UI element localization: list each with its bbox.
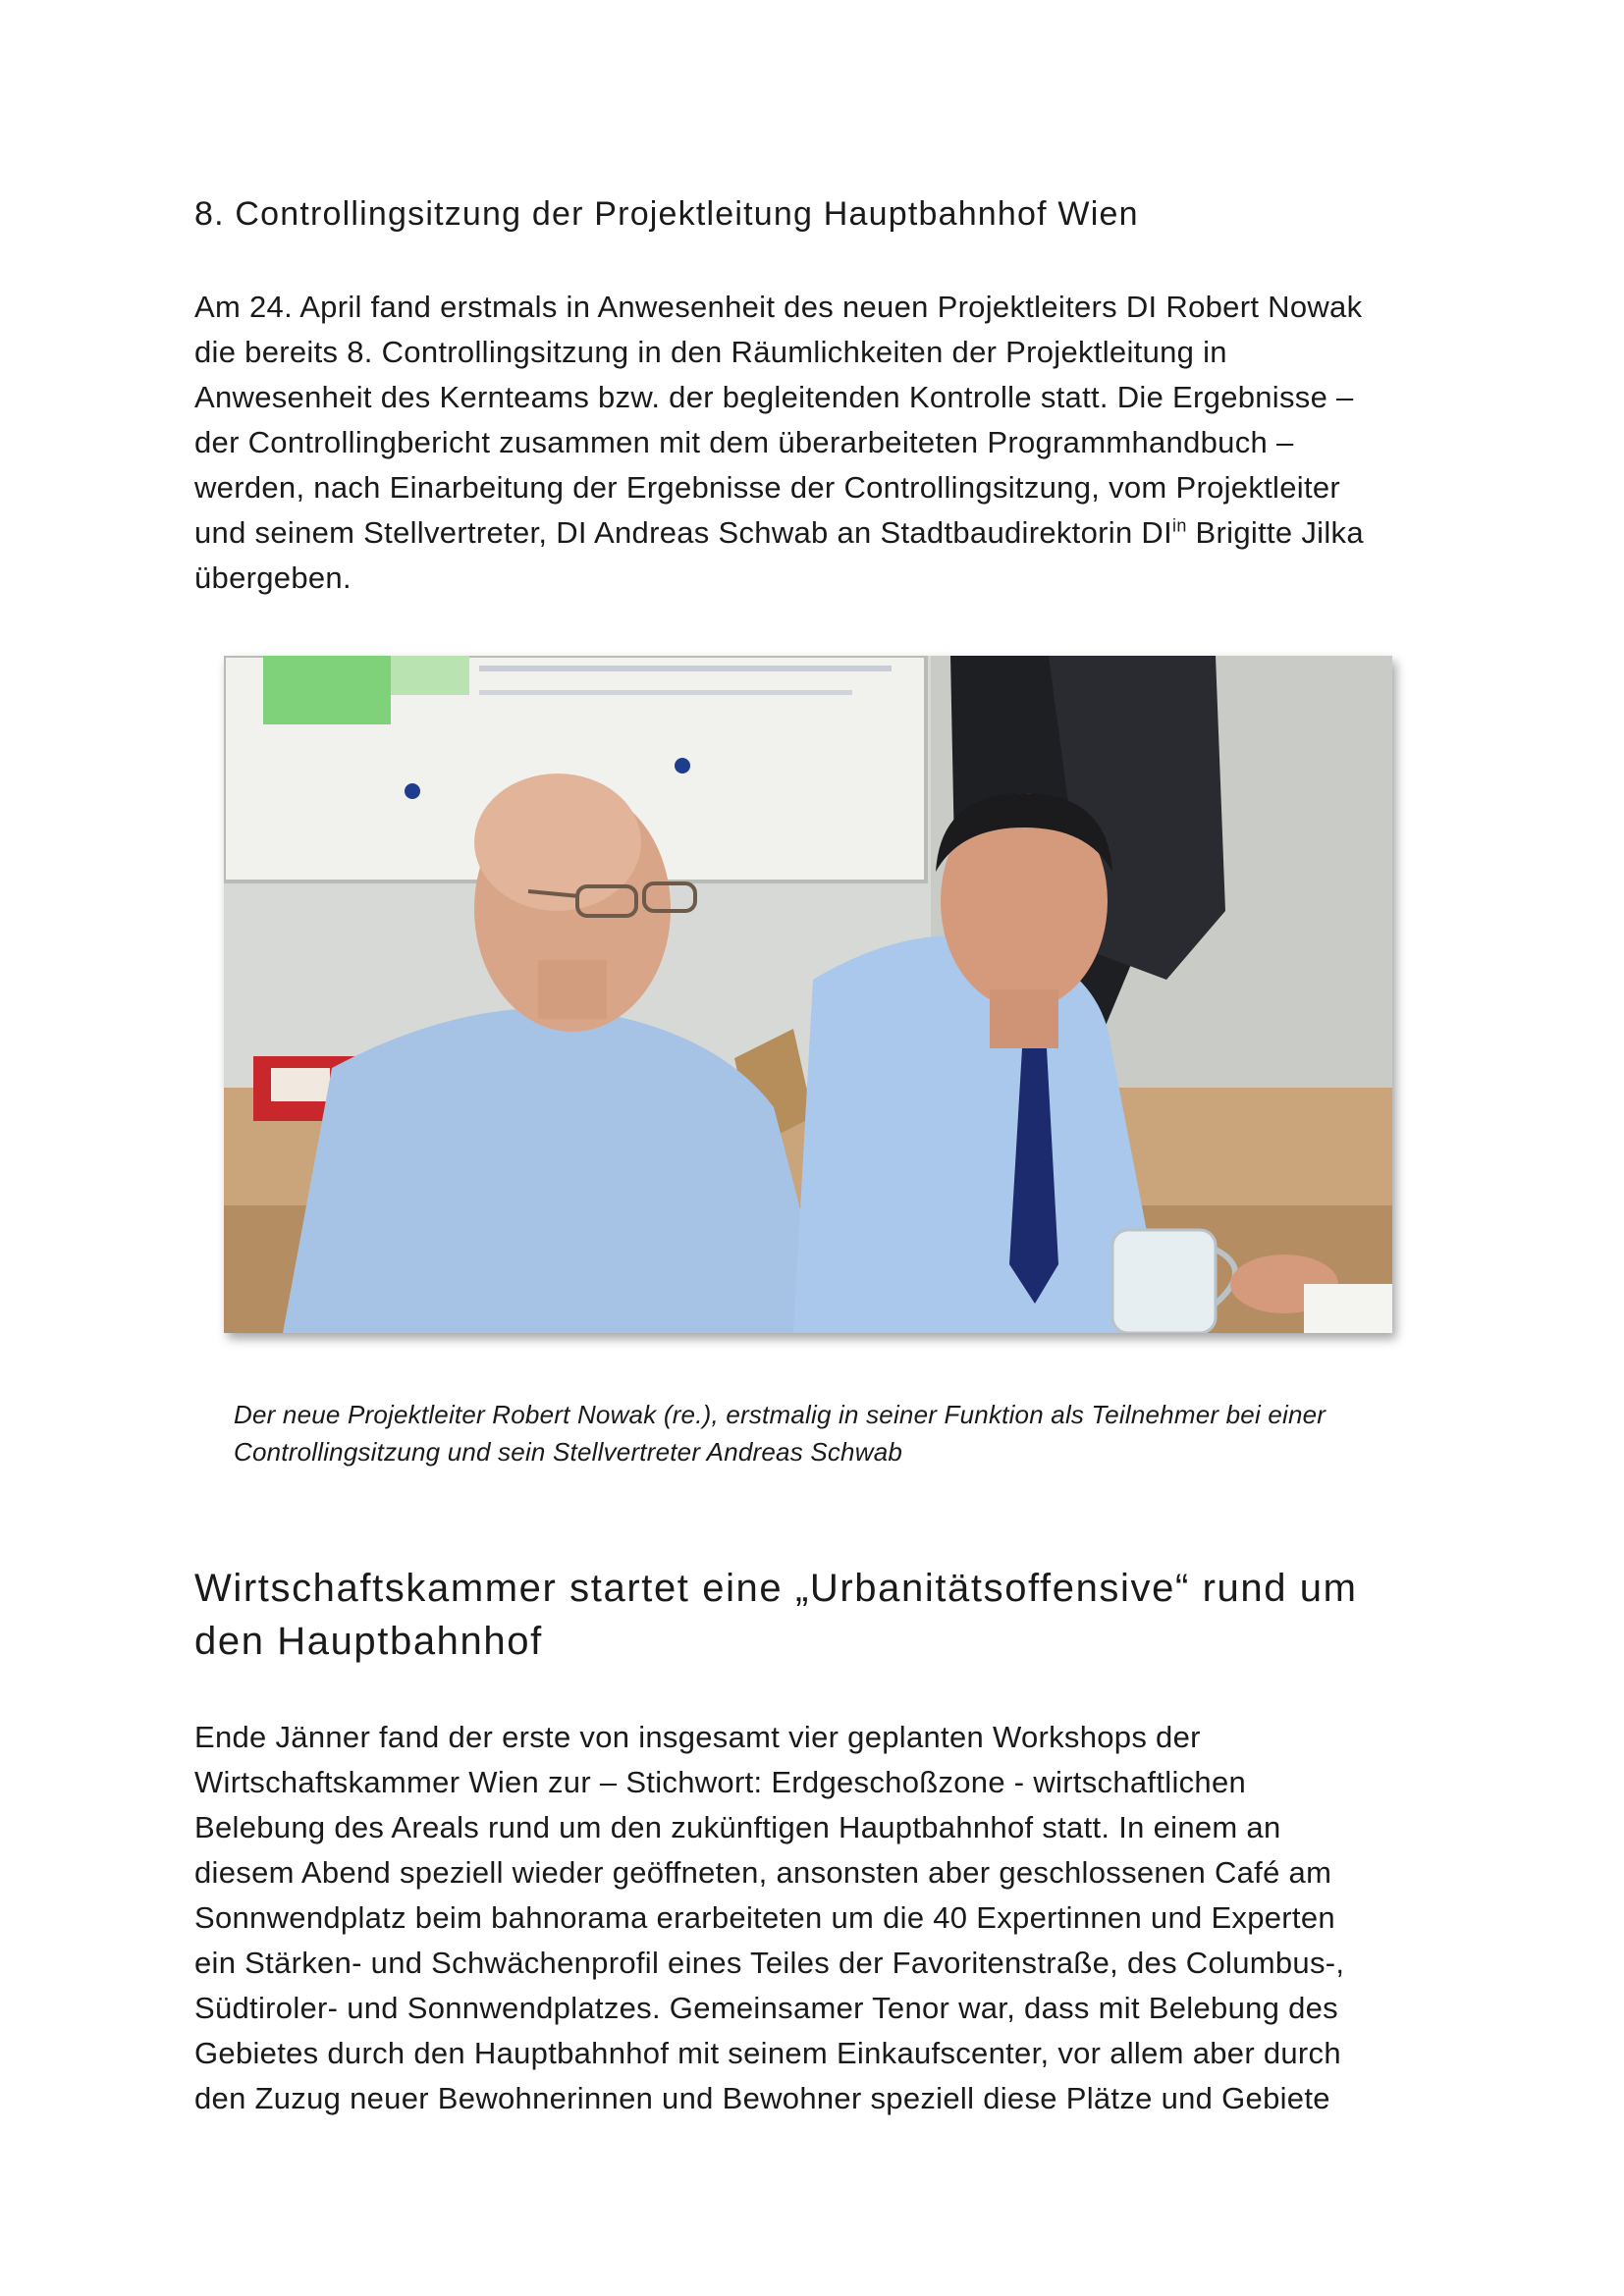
paragraph-line: der Controllingbericht zusammen mit dem überarbeiteten Programmhandbuch –: [194, 425, 1294, 459]
caption-line: Controllingsitzung und sein Stellvertreter Andreas Schwab: [234, 1437, 903, 1467]
paragraph-line: übergeben.: [194, 561, 352, 595]
paragraph-line: Gebietes durch den Hauptbahnhof mit seinem Einkaufscenter, vor allem aber durch: [194, 2036, 1341, 2070]
caption-line: Der neue Projektleiter Robert Nowak (re.), erstmalig in seiner Funktion als Teilnehmer bei einer: [234, 1400, 1326, 1429]
paragraph-line-part: Brigitte Jilka: [1186, 515, 1364, 550]
paragraph-line: Am 24. April fand erstmals in Anwesenheit des neuen Projektleiters DI Robert Nowak: [194, 290, 1363, 324]
section-heading-urbanitaetsoffensive: [194, 1562, 1461, 1668]
paragraph-line: ein Stärken- und Schwächenprofil eines Teiles der Favoritenstraße, des Columbus-,: [194, 1946, 1345, 1980]
superscript-in: in: [1172, 515, 1187, 536]
section-title-controllingsitzung: 8. Controllingsitzung der Projektleitung Hauptbahnhof Wien: [194, 195, 1139, 233]
paragraph-line: werden, nach Einarbeitung der Ergebnisse der Controllingsitzung, vom Projektleiter: [194, 470, 1341, 505]
paragraph-line-part: und seinem Stellvertreter, DI Andreas Schwab an Stadtbaudirektorin DI: [194, 515, 1173, 550]
heading-line: Wirtschaftskammer startet eine „Urbanitätsoffensive“ rund um: [194, 1567, 1358, 1610]
paragraph-line: Ende Jänner fand der erste von insgesamt vier geplanten Workshops der: [194, 1720, 1201, 1754]
meeting-photo-illustration: [224, 656, 1392, 1333]
paragraph-line: Belebung des Areals rund um den zukünftigen Hauptbahnhof statt. In einem an: [194, 1810, 1281, 1844]
paragraph-line: Anwesenheit des Kernteams bzw. der begleitenden Kontrolle statt. Die Ergebnisse –: [194, 380, 1354, 414]
meeting-photo: [224, 656, 1392, 1333]
paragraph-urbanitaetsoffensive: [194, 1715, 1461, 2121]
paragraph-line: Wirtschaftskammer Wien zur – Stichwort: Erdgeschoßzone - wirtschaftlichen: [194, 1765, 1247, 1799]
paragraph-controllingsitzung: [194, 285, 1461, 601]
paragraph-line: den Zuzug neuer Bewohnerinnen und Bewohner speziell diese Plätze und Gebiete: [194, 2081, 1330, 2115]
paragraph-line: Südtiroler- und Sonnwendplatzes. Gemeinsamer Tenor war, dass mit Belebung des: [194, 1991, 1338, 2025]
paragraph-line: [194, 510, 1461, 556]
paragraph-line: diesem Abend speziell wieder geöffneten, ansonsten aber geschlossenen Café am: [194, 1855, 1332, 1890]
photo-caption: [234, 1396, 1451, 1470]
paragraph-line: Sonnwendplatz beim bahnorama erarbeiteten um die 40 Expertinnen und Experten: [194, 1900, 1335, 1935]
paragraph-line: die bereits 8. Controllingsitzung in den Räumlichkeiten der Projektleitung in: [194, 335, 1227, 369]
heading-line: den Hauptbahnhof: [194, 1620, 543, 1663]
